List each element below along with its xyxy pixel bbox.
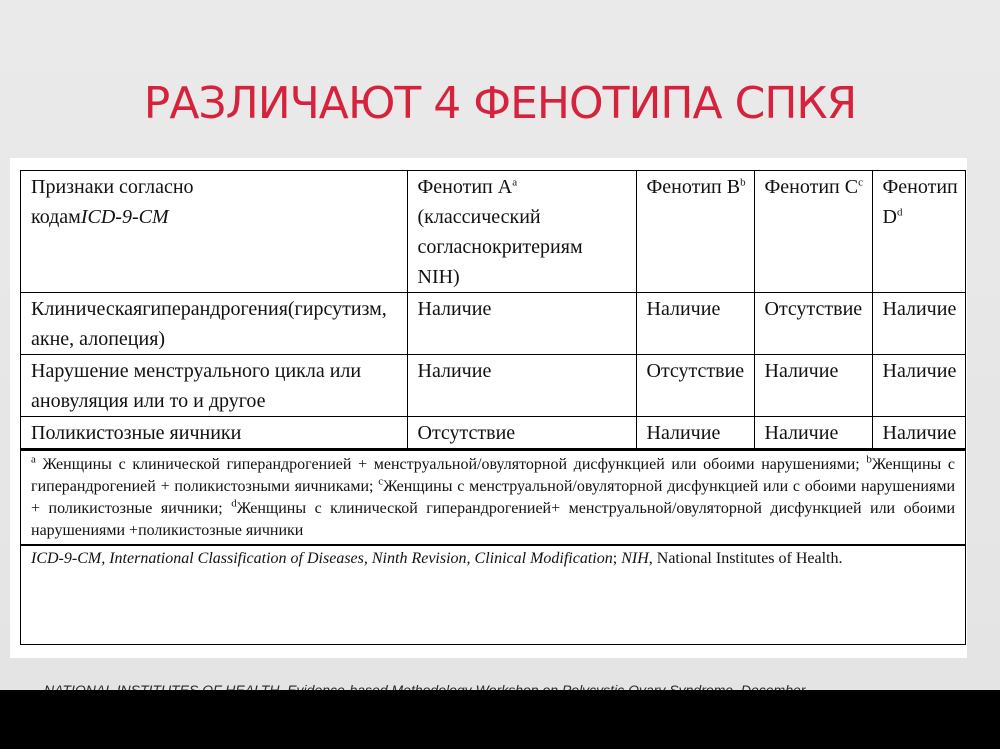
abbr-icd: ICD-9-CM, International Classification of Diseases, Ninth Revision, Clinical Modification xyxy=(31,550,613,567)
phenotype-d-sup: d xyxy=(896,206,903,219)
header-phenotype-c xyxy=(754,171,872,293)
phenotype-c-label: Фенотип С xyxy=(764,176,859,198)
footnote-b-marker: b xyxy=(866,453,872,466)
table-footnotes xyxy=(21,449,965,544)
abbr-nih-full: , National Institutes of Health. xyxy=(648,550,843,567)
row-label: Клиническаягиперандрогения(гирсутизм, акне, алопеция) xyxy=(21,293,407,355)
phenotype-a-label: Фенотип А xyxy=(417,176,513,198)
phenotype-b-label: Фенотип В xyxy=(646,176,741,198)
cell-phenotype-a: Наличие xyxy=(407,293,636,355)
header-criteria-cell xyxy=(21,171,407,293)
abbr-separator: ; xyxy=(612,550,622,567)
cell-phenotype-c: Наличие xyxy=(754,355,872,417)
phenotype-table xyxy=(21,171,965,449)
header-criteria-line1: Признаки согласно xyxy=(31,176,194,198)
footnote-a-text: Женщины с клинической гиперандрогенией + менструальной/овуляторной дисфункцией или обоими нарушениями; xyxy=(35,456,867,473)
row-label: Поликистозные яичники xyxy=(21,417,407,449)
footnote-d-marker: d xyxy=(231,497,237,510)
cell-phenotype-d: Наличие xyxy=(872,417,965,449)
table-abbreviations xyxy=(21,544,965,572)
cell-phenotype-b: Наличие xyxy=(636,417,754,449)
footnote-a-marker: a xyxy=(31,453,36,466)
phenotype-a-sup: a xyxy=(512,176,518,189)
table-row xyxy=(21,417,965,449)
cell-phenotype-d: Наличие xyxy=(872,355,965,417)
header-criteria-code: ICD-9-CM xyxy=(80,206,169,228)
phenotype-a-description: (классический согласнокритериям NIH) xyxy=(417,206,583,288)
cell-phenotype-b: Наличие xyxy=(636,293,754,355)
footnote-d-text: Женщины с клинической гиперандрогенией+ менструальной/овуляторной дисфункцией или обоими нарушениями +поликистозные яичники xyxy=(31,500,956,539)
table-row xyxy=(21,293,965,355)
cell-phenotype-d: Наличие xyxy=(872,293,965,355)
cell-phenotype-a: Наличие xyxy=(407,355,636,417)
abbr-nih: NIH xyxy=(621,550,649,567)
footnote-c-marker: c xyxy=(378,475,384,488)
footnote-c-text: Женщины с менструальной/овуляторной дисфункцией или с обоими нарушениями + поликистозные яичники; xyxy=(31,478,955,517)
row-label: Нарушение менструального цикла или ановуляция или то и другое xyxy=(21,355,407,417)
header-phenotype-d xyxy=(872,171,965,293)
header-phenotype-a xyxy=(407,171,636,293)
cell-phenotype-b: Отсутствие xyxy=(636,355,754,417)
cell-phenotype-a: Отсутствие xyxy=(407,417,636,449)
table-image-panel xyxy=(10,158,967,658)
phenotype-b-sup: b xyxy=(740,176,746,189)
table-header-row xyxy=(21,171,965,293)
slide-title: РАЗЛИЧАЮТ 4 ФЕНОТИПА СПКЯ xyxy=(143,78,857,129)
table-row xyxy=(21,355,965,417)
header-criteria-prefix: кодам xyxy=(31,206,81,228)
phenotype-c-sup: c xyxy=(858,176,863,189)
bottom-black-bar xyxy=(0,690,1000,749)
cell-phenotype-c: Наличие xyxy=(754,417,872,449)
phenotype-table-frame xyxy=(20,170,966,645)
footnote-b-text: Женщины с гиперандрогенией + поликистозными яичниками; xyxy=(31,456,956,495)
header-phenotype-b xyxy=(636,171,754,293)
cell-phenotype-c: Отсутствие xyxy=(754,293,872,355)
phenotype-d-label: Фенотип D xyxy=(882,176,958,228)
